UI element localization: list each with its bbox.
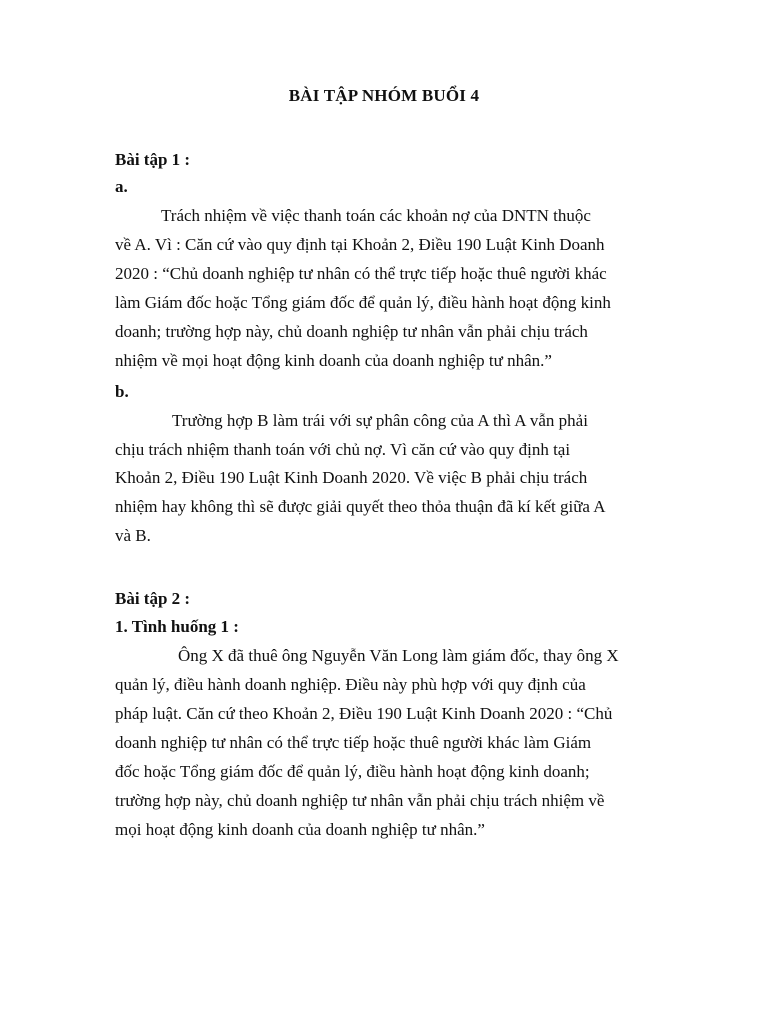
situation-1-line: Ông X đã thuê ông Nguyễn Văn Long làm giám đốc, thay ông X: [178, 646, 619, 665]
situation-1-line: quản lý, điều hành doanh nghiệp. Điều này phù hợp với quy định của: [115, 675, 586, 694]
part-a-line: 2020 : “Chủ doanh nghiệp tư nhân có thể trực tiếp hoặc thuê người khác: [115, 264, 607, 283]
part-b-label: b.: [115, 382, 129, 401]
part-b-line: Khoản 2, Điều 190 Luật Kinh Doanh 2020. Về việc B phải chịu trách: [115, 468, 588, 487]
situation-1-line: doanh nghiệp tư nhân có thể trực tiếp hoặc thuê người khác làm Giám: [115, 733, 592, 752]
exercise-2-heading: Bài tập 2 :: [115, 589, 191, 608]
exercise-1-heading: Bài tập 1 :: [115, 150, 191, 169]
situation-1-line: trường hợp này, chủ doanh nghiệp tư nhân vẫn phải chịu trách nhiệm về: [115, 791, 605, 810]
situation-1-label: 1. Tình huống 1 :: [115, 617, 239, 636]
part-b-line: chịu trách nhiệm thanh toán với chủ nợ. Vì căn cứ vào quy định tại: [115, 440, 571, 459]
situation-1-line: pháp luật. Căn cứ theo Khoản 2, Điều 190 Luật Kinh Doanh 2020 : “Chủ: [115, 704, 613, 723]
situation-1-line: mọi hoạt động kinh doanh của doanh nghiệp tư nhân.”: [115, 820, 485, 839]
part-a-line: về A. Vì : Căn cứ vào quy định tại Khoản 2, Điều 190 Luật Kinh Doanh: [115, 235, 605, 254]
document-title: BÀI TẬP NHÓM BUỔI 4: [288, 86, 480, 105]
part-a-line: Trách nhiệm về việc thanh toán các khoản nợ của DNTN thuộc: [161, 206, 591, 225]
part-a-line: nhiệm về mọi hoạt động kinh doanh của doanh nghiệp tư nhân.”: [115, 351, 552, 370]
part-b-line: nhiệm hay không thì sẽ được giải quyết theo thỏa thuận đã kí kết giữa A: [115, 497, 606, 516]
part-a-label: a.: [115, 177, 128, 196]
situation-1-line: đốc hoặc Tổng giám đốc để quản lý, điều hành hoạt động kinh doanh;: [115, 762, 590, 781]
part-a-line: làm Giám đốc hoặc Tổng giám đốc để quản lý, điều hành hoạt động kinh: [115, 293, 611, 312]
part-b-line: và B.: [115, 526, 151, 545]
part-a-line: doanh; trường hợp này, chủ doanh nghiệp tư nhân vẫn phải chịu trách: [115, 322, 588, 341]
part-b-line: Trường hợp B làm trái với sự phân công của A thì A vẫn phải: [172, 411, 588, 430]
